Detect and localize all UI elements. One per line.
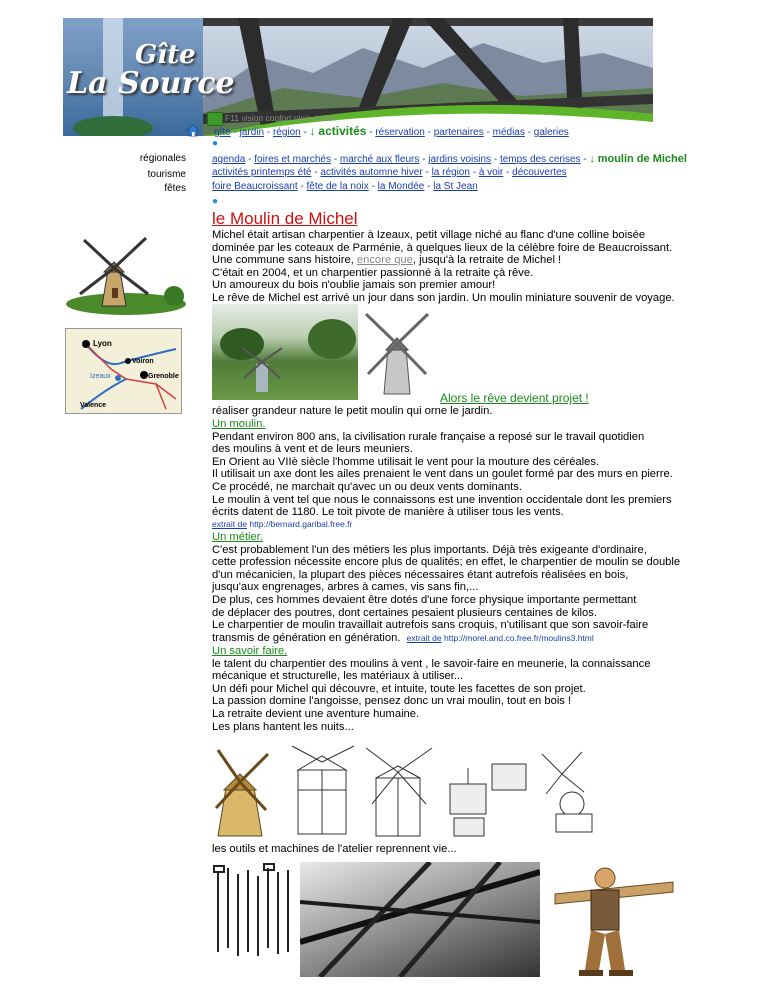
tools-caption: les outils et machines de l'atelier reprennent vie... xyxy=(212,843,457,855)
section-line: des moulins à vent et de leurs meuniers. xyxy=(212,443,413,456)
section-line: La retraite devient une aventure humaine. xyxy=(212,707,420,720)
section-line: d'un mécanicien, la plupart des pièces nécessaires étant autrefois réalisées en bois, xyxy=(212,568,629,581)
nav-reservation[interactable]: réservation xyxy=(375,127,425,138)
section-line: Les plans hantent les nuits... xyxy=(212,720,354,733)
section-line: En Orient au VIIè siècle l'homme utilisait le vent pour la mouture des céréales. xyxy=(212,455,600,468)
page-title: le Moulin de Michel xyxy=(212,209,358,228)
intro-line3-start: Une commune sans histoire, xyxy=(212,254,357,267)
arrow-down-icon: ↓ xyxy=(309,124,316,138)
map-grenoble: Grenoble xyxy=(148,373,179,380)
section-line: La passion domine l'angoisse, pensez donc un vrai moulin, tout en bois ! xyxy=(212,695,572,708)
intro-line: Un amoureux du bois n'oublie jamais son premier amour! xyxy=(212,279,496,292)
windmill-clipart xyxy=(62,228,190,323)
section-heading: Un savoir faire. xyxy=(212,645,288,657)
intro-line3-end: , jusqu'à la retraite de Michel ! xyxy=(412,254,562,267)
workshop-photo xyxy=(300,862,540,977)
nav-medias[interactable]: médias xyxy=(492,127,525,138)
model-windmill-image xyxy=(362,306,432,403)
sub-la-mondee[interactable]: la Mondée xyxy=(377,181,425,192)
sub-automne-hiver[interactable]: activités automne hiver xyxy=(320,167,423,178)
sub-decouvertes[interactable]: découvertes xyxy=(512,167,567,178)
section-moulin xyxy=(212,418,752,530)
sub-fete-noix[interactable]: fête de la noix xyxy=(306,181,369,192)
section-line: Le charpentier de moulin travaillait autrefois sans croquis, n'utilisant que son savoir-faire xyxy=(212,619,649,632)
sub-nav-row2: activités printemps été - activités automne hiver - la région - à voir - découvertes xyxy=(212,167,567,178)
home-icon[interactable] xyxy=(186,124,200,142)
drop-icon: ● xyxy=(212,138,219,149)
map-valence: Valence xyxy=(80,402,107,409)
sub-jardins-voisins[interactable]: jardins voisins xyxy=(428,154,492,165)
section-line: C'est probablement l'un des métiers les plus importants. Déjà très exigeante d'ordinaire, xyxy=(212,543,647,556)
encore-que-link[interactable]: encore que xyxy=(356,254,413,267)
plan-color-model xyxy=(216,750,268,836)
section-line: le talent du charpentier des moulins à vent , le savoir-faire en meunerie, la connaissance xyxy=(212,657,651,670)
sub-foires[interactable]: foires et marchés xyxy=(254,154,331,165)
sub-agenda[interactable]: agenda xyxy=(212,154,246,165)
sub-nav-row1: agenda - foires et marchés - marché aux fleurs - jardins voisins - temps des cerises - ↓ moulin de Michel xyxy=(212,153,687,165)
section-heading: Un moulin. xyxy=(212,418,266,430)
section-line: mécanique et structurelle, les matériaux à utiliser... xyxy=(212,670,464,683)
sub-temps-cerises[interactable]: temps des cerises xyxy=(499,154,581,165)
intro-line: Michel était artisan charpentier à Izeaux, petit village niché au flanc d'une colline boisée xyxy=(212,229,646,241)
logo-gite-text: Gîte xyxy=(135,40,196,70)
map-voiron: Voiron xyxy=(132,358,154,365)
drop-icon: ● xyxy=(212,196,219,207)
section-line: jusqu'aux engrenages, arbres à cames, vis sans fin,... xyxy=(212,581,479,594)
intro-line: dominée par les coteaux de Parménie, à quelques lieux de la célèbre foire de Beaucroissant. xyxy=(212,241,673,254)
carpenter-figure xyxy=(545,860,675,985)
section-line: Le moulin à vent tel que nous le connaissons est une invention occidentale dont les premiers xyxy=(212,493,672,506)
intro-line: C'était en 2004, et un charpentier passionné à la retraite çà rêve. xyxy=(212,266,534,279)
section-line: de déplacer des poutres, dont certaines pesaient plusieurs centaines de kilos. xyxy=(212,606,597,619)
source-credit xyxy=(212,519,752,530)
section-line: cette profession nécessite encore plus de qualités; en effet, le charpentier de moulin se double xyxy=(212,556,681,569)
sub-marche-fleurs[interactable]: marché aux fleurs xyxy=(339,154,420,165)
section-last-line: transmis de génération en génération. xyxy=(212,631,401,644)
nav-activites-active[interactable]: activités xyxy=(318,124,367,138)
logo-source-text: La Source xyxy=(67,66,235,101)
tools-drawings xyxy=(212,862,302,967)
nav-partenaires[interactable]: partenaires xyxy=(433,127,484,138)
source-link-label[interactable]: extrait de xyxy=(212,518,247,529)
sub-st-jean[interactable]: la St Jean xyxy=(433,181,478,192)
sub-moulin-active[interactable]: moulin de Michel xyxy=(597,153,687,165)
garden-windmill-photo xyxy=(212,304,358,400)
dream-line: réaliser grandeur nature le petit moulin qui orne le jardin. xyxy=(212,405,493,417)
sub-foire-beaucroissant[interactable]: foire Beaucroissant xyxy=(212,181,298,192)
windmill-plans-row xyxy=(212,744,612,845)
intro-line: Le rêve de Michel est arrivé un jour dans son jardin. Un moulin miniature souvenir de voyage. xyxy=(212,291,675,304)
sub-printemps-ete[interactable]: activités printemps été xyxy=(212,167,312,178)
arrow-down-icon: ↓ xyxy=(589,153,595,165)
plan-cartoon-miller xyxy=(542,752,592,832)
region-map xyxy=(65,328,182,414)
side-nav-tourisme[interactable]: tourisme xyxy=(147,169,186,180)
fullscreen-hint: F11 vision confort plein écran xyxy=(225,113,336,123)
fullscreen-icon xyxy=(207,112,223,126)
intro-line xyxy=(212,254,732,267)
section-line xyxy=(212,632,752,645)
section-metier xyxy=(212,531,752,644)
nav-galeries[interactable]: galeries xyxy=(533,127,569,138)
site-banner xyxy=(63,18,653,136)
main-nav: gîte - jardin - région - ↓ activités - réservation - partenaires - médias - galeries xyxy=(214,124,569,138)
map-roads xyxy=(66,329,181,413)
source-link-label[interactable]: extrait de xyxy=(406,632,442,643)
side-nav-fetes[interactable]: fêtes xyxy=(164,183,186,194)
sub-la-region[interactable]: la région xyxy=(431,167,470,178)
section-heading: Un métier. xyxy=(212,531,263,543)
section-line: De plus, ces hommes devaient être dotés d'une force physique importante permettant xyxy=(212,593,637,606)
section-line: Pendant environ 800 ans, la civilisation rurale française a reposé sur le travail quotidien xyxy=(212,430,645,443)
map-izeaux: Izeaux xyxy=(90,373,111,380)
source-url: http://morel.and.co.free.fr/moulins3.html xyxy=(444,632,594,643)
nav-jardin[interactable]: jardin xyxy=(239,127,265,138)
intro-text xyxy=(212,229,732,305)
section-line: Ce procédé, ne marchait qu'avec un ou deux vents dominants. xyxy=(212,480,522,493)
map-lyon: Lyon xyxy=(93,339,112,348)
section-savoir-faire xyxy=(212,645,752,733)
nav-gite[interactable]: gîte xyxy=(214,127,231,138)
source-url: http://bernard.garibal.free.fr xyxy=(249,518,353,529)
side-nav-regionales[interactable]: régionales xyxy=(139,153,186,164)
sub-a-voir[interactable]: à voir xyxy=(478,167,504,178)
section-line: Un défi pour Michel qui découvre, et intuite, toute les facettes de son projet. xyxy=(212,682,586,695)
sub-nav-row3: foire Beaucroissant - fête de la noix - la Mondée - la St Jean xyxy=(212,181,478,192)
dream-heading: Alors le rêve devient projet ! xyxy=(440,391,589,405)
section-line: Il utilisait un axe dont les ailes prenaient le vent dans un goulet formé par des murs en pierre. xyxy=(212,468,673,481)
nav-region[interactable]: région xyxy=(272,127,301,138)
section-line: écrits datent de 1180. Le toit pivote de manière à utiliser tous les vents. xyxy=(212,506,564,519)
